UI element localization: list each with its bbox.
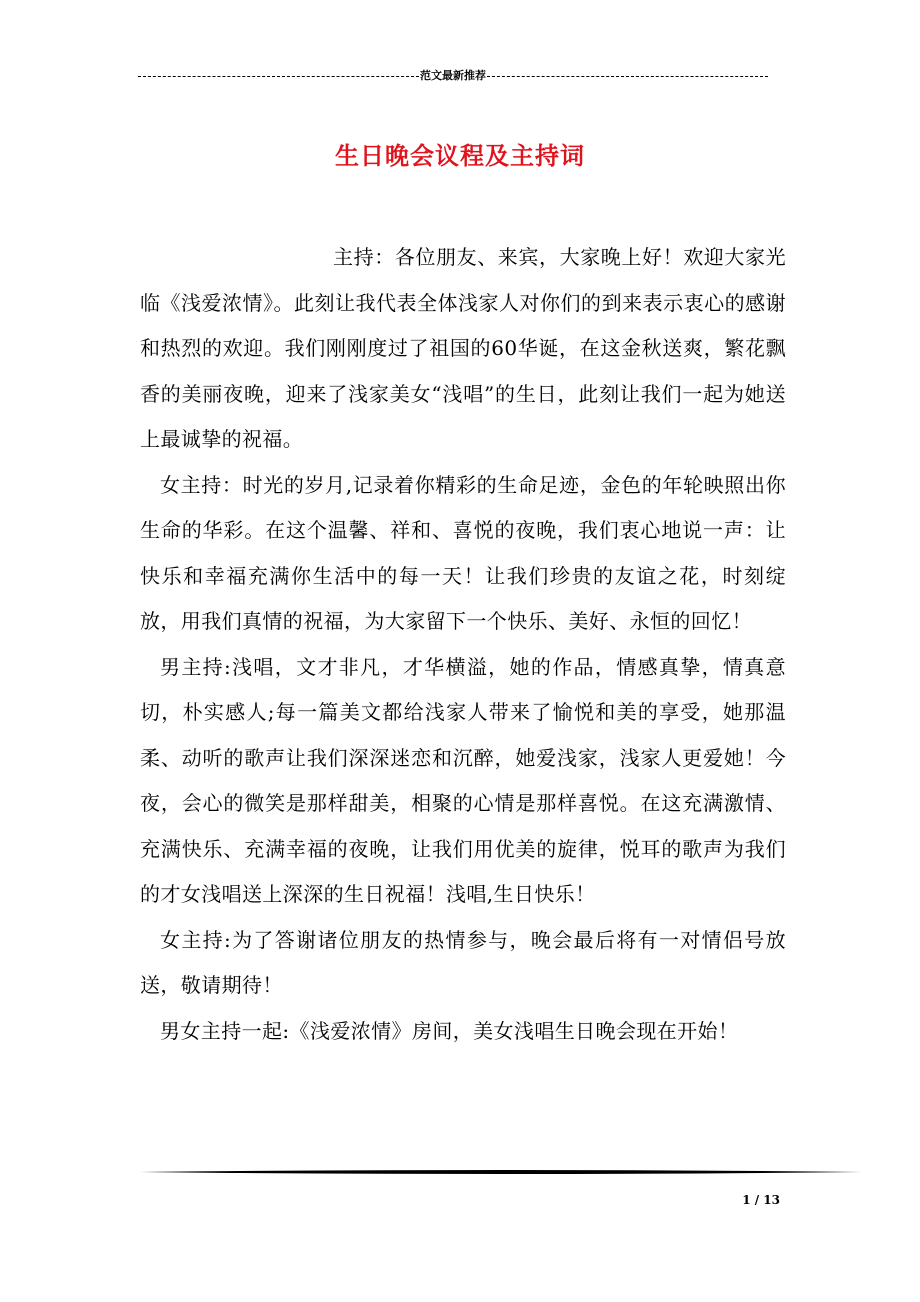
header-label: 范文最新推荐 bbox=[420, 69, 486, 82]
footer-divider bbox=[140, 1169, 862, 1175]
document-body bbox=[140, 235, 786, 1054]
paragraph-female-host: 女主持：时光的岁月,记录着你精彩的生命足迹，金色的年轮映照出你生命的华彩。在这个温馨、祥和、喜悦的夜晚，我们衷心地说一声：让快乐和幸福充满你生活中的每一天！让我们珍贵的友谊之花，时刻绽放，用我们真情的祝福，为大家留下一个快乐、美好、永恒的回忆！ bbox=[140, 472, 786, 633]
paragraph-opening: 主持：各位朋友、来宾，大家晚上好！欢迎大家光临《浅爱浓情》。此刻让我代表全体浅家人对你们的到来表示衷心的感谢和热烈的欢迎。我们刚刚度过了祖国的60华诞，在这金秋送爽，繁花飘香的美丽夜晚，迎来了浅家美女“浅唱”的生日，此刻让我们一起为她送上最诚挚的祝福。 bbox=[140, 245, 786, 451]
header-dashed-rule-right bbox=[487, 76, 768, 77]
header-dashed-rule-left bbox=[138, 76, 419, 77]
page-header bbox=[138, 67, 768, 85]
paragraph-female-host-closing: 女主持:为了答谢诸位朋友的热情参与，晚会最后将有一对情侣号放送，敬请期待！ bbox=[140, 927, 786, 997]
page-number: 1 / 13 bbox=[742, 1193, 780, 1207]
document-title: 生日晚会议程及主持词 bbox=[335, 141, 585, 171]
paragraph-male-host: 男主持:浅唱，文才非凡，才华横溢，她的作品，情感真挚，情真意切，朴实感人;每一篇美文都给浅家人带来了愉悦和美的享受，她那温柔、动听的歌声让我们深深迷恋和沉醉，她爱浅家，浅家人更爱她！今夜，会心的微笑是那样甜美，相聚的心情是那样喜悦。在这充满激情、充满快乐、充满幸福的夜晚，让我们用优美的旋律，悦耳的歌声为我们的才女浅唱送上深深的生日祝福！浅唱,生日快乐！ bbox=[140, 654, 786, 906]
paragraph-joint-hosts: 男女主持一起:《浅爱浓情》房间，美女浅唱生日晚会现在开始！ bbox=[160, 1018, 739, 1043]
